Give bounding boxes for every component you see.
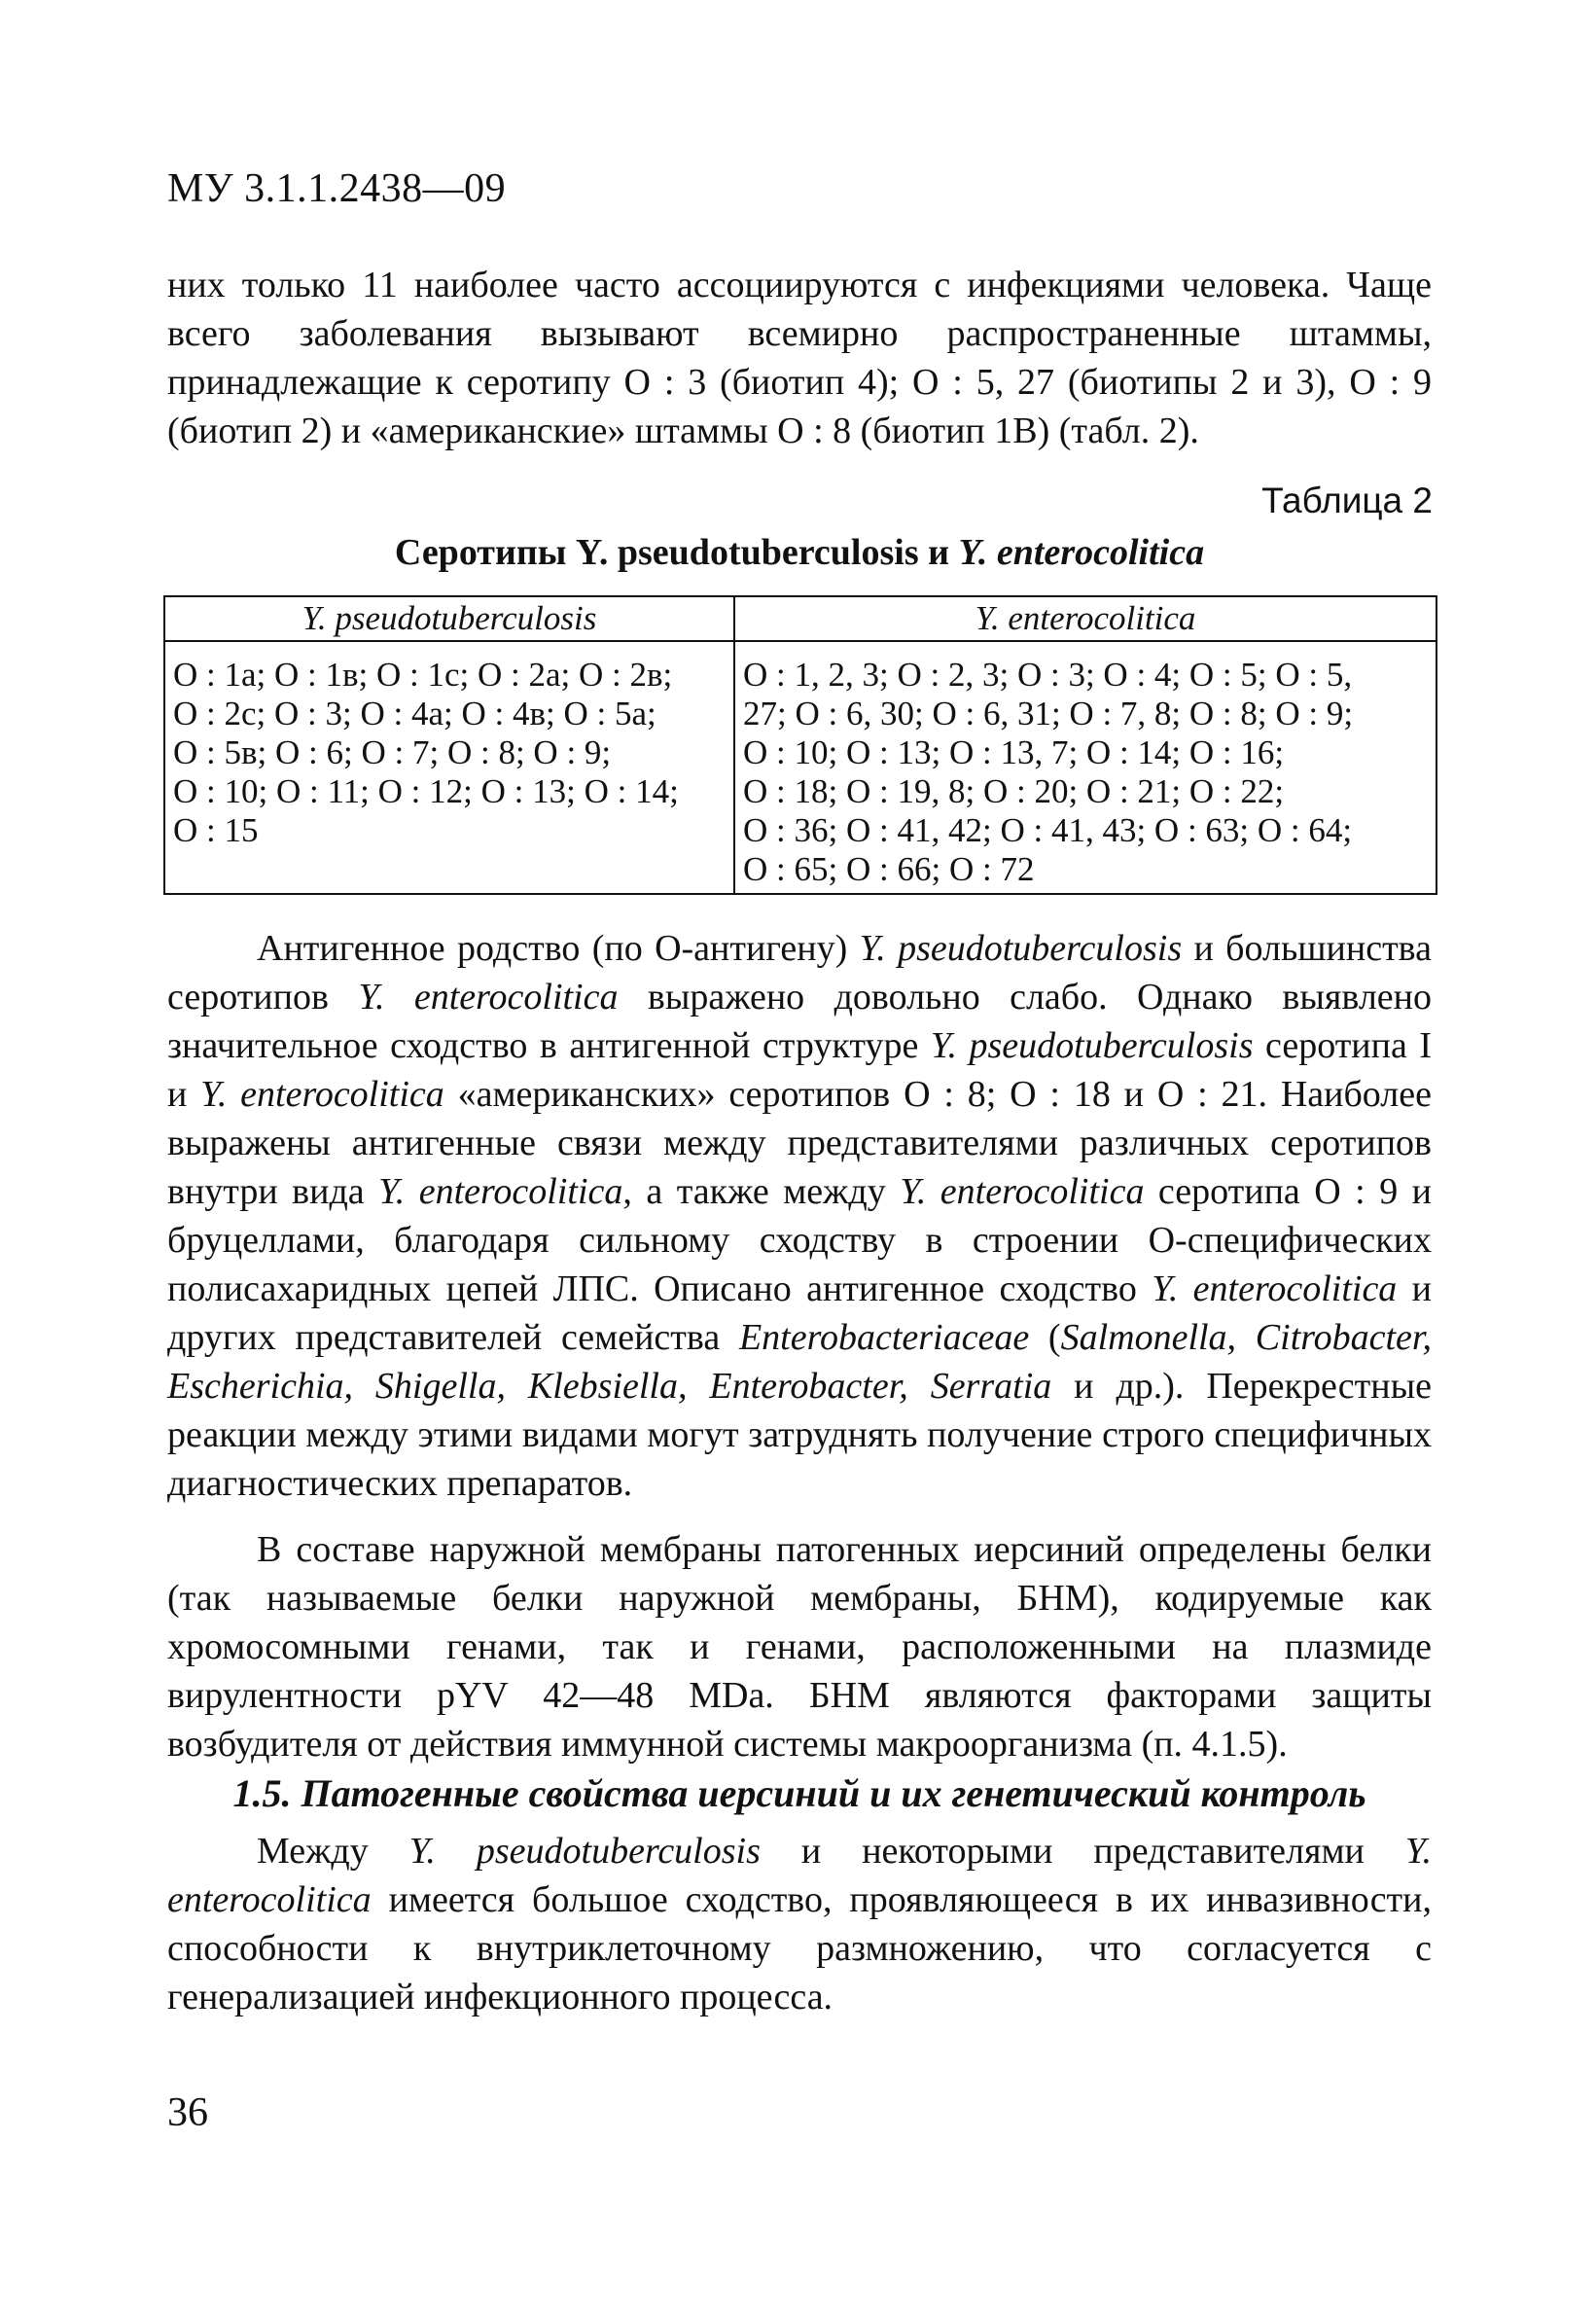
page-number: 36 (167, 2090, 208, 2135)
table-title (167, 531, 1432, 574)
col2-cell (734, 641, 1436, 894)
section-heading: 1.5. Патогенные свойства иерсиний и их генетический контроль (232, 1771, 1366, 1815)
table-title-prefix: Серотипы Y. pseudotuberculosis и (394, 532, 959, 573)
p5-run: Y. pseudotuberculosis (408, 1831, 761, 1872)
p2-run: серотипа I и (167, 1025, 1433, 1115)
cell-line: О : 10; О : 11; О : 12; О : 13; О : 14; (173, 772, 679, 810)
p5-run: Y. enterocolitica (167, 1831, 1432, 1920)
p2-run: Y. enterocolitica (900, 1171, 1145, 1212)
p2-run: выражено довольно слабо. Однако выявлено значительное сходство в антигенной структуре (167, 977, 1432, 1066)
paragraph-3: В составе наружной мембраны патогенных иерсиний определены белки (так называемые белки наружной мембраны, БНМ), кодируемые как хромосомными генами, так и генами, расположенными на плазмиде вирулентности pYV 42—48 MDa. БНМ являются факторами защиты возбудителя от действия иммунной системы макроорганизма (п. 4.1.5). (167, 1529, 1432, 1765)
p2-run: Salmonella, Citrobacter, Escherichia, Shigella, Klebsiella, Enterobacter, Serratia (167, 1317, 1432, 1407)
p2-run: ( (1029, 1317, 1061, 1358)
p2-run: Y. pseudotuberculosis (930, 1025, 1254, 1066)
p2-run: Y. enterocolitica (200, 1074, 444, 1115)
cell-line: О : 10; О : 13; О : 13, 7; О : 14; О : 16; (743, 733, 1285, 771)
col2-header: Y. enterocolitica (734, 596, 1436, 641)
cell-line: О : 15 (173, 811, 259, 849)
table-label: Таблица 2 (1261, 481, 1433, 520)
paragraph-1: них только 11 наиболее часто ассоциируются с инфекциями человека. Чаще всего заболевания вызывают всемирно распространенные штаммы, принадлежащие к серотипу О : 3 (биотип 4); О : 5, 27 (биотипы 2 и 3), О : 9 (биотип 2) и «американские» штаммы О : 8 (биотип 1В) (табл. 2). (167, 265, 1432, 451)
cell-line: О : 2с; О : 3; О : 4а; О : 4в; О : 5а; (173, 695, 656, 732)
cell-line: 27; О : 6, 30; О : 6, 31; О : 7, 8; О : 8; О : 9; (743, 695, 1354, 732)
p2-run: Enterobacteriaceae (738, 1317, 1030, 1358)
document-header: МУ 3.1.1.2438—09 (167, 166, 507, 211)
serotypes-table (163, 595, 1437, 895)
cell-line: О : 1, 2, 3; О : 2, 3; О : 3; О : 4; О : 5; О : 5, (743, 656, 1353, 694)
col1-cell (164, 641, 734, 894)
p2-run: серотипа О : 9 и бруцеллами, благодаря сильному сходству в строении О-специфических полисахаридных цепей ЛПС. Описано антигенное сходство (167, 1171, 1433, 1309)
cell-line: О : 65; О : 66; О : 72 (743, 850, 1035, 888)
table-title-italic: Y. enterocolitica (958, 532, 1205, 573)
p2-run: Y. pseudotuberculosis (859, 928, 1183, 969)
p2-run: Антигенное родство (по О-антигену) (257, 928, 860, 969)
p2-run: Y. enterocolitica (1152, 1268, 1398, 1309)
cell-line: О : 1а; О : 1в; О : 1с; О : 2а; О : 2в; (173, 656, 673, 694)
cell-line: О : 5в; О : 6; О : 7; О : 8; О : 9; (173, 733, 612, 771)
p5-run: и некоторыми представителями (760, 1831, 1405, 1872)
p2-run: Y. enterocolitica (378, 1171, 623, 1212)
p5-run: имеется большое сходство, проявляющееся в их инвазивности, способности к внутриклеточному размножению, что согласуется с генерализацией инфекционного процесса. (167, 1879, 1432, 2017)
p2-run: и др.). Перекрестные реакции между этими видами могут затруднять получение строго специфичных диагностических препаратов. (167, 1366, 1433, 1504)
paragraph-5 (167, 1827, 1432, 2021)
table-header-row (164, 596, 1436, 641)
paragraph-2 (167, 924, 1432, 1508)
p2-run: «американских» серотипов О : 8; О : 18 и О : 21. Наиболее выражены антигенные связи между представителями различных серотипов внутри вида (167, 1074, 1432, 1212)
p2-run: Y. enterocolitica (358, 977, 619, 1017)
p2-run: и других представителей семейства (167, 1268, 1432, 1358)
cell-line: О : 36; О : 41, 42; О : 41, 43; О : 63; О : 64; (743, 811, 1353, 849)
p5-run: Между (257, 1831, 409, 1872)
col1-header: Y. pseudotuberculosis (164, 596, 734, 641)
p2-run: , а также между (622, 1171, 901, 1212)
cell-line: О : 18; О : 19, 8; О : 20; О : 21; О : 22; (743, 772, 1285, 810)
p2-run: и большинства серотипов (167, 928, 1432, 1017)
table-row (164, 641, 1436, 894)
